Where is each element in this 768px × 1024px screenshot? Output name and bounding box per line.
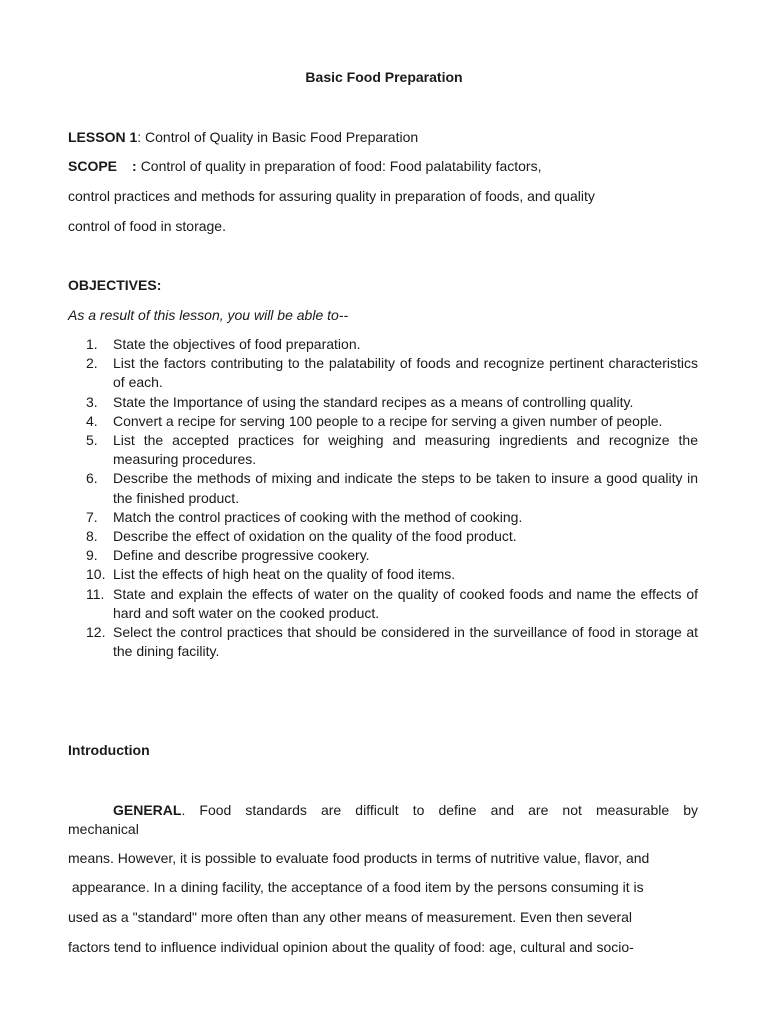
objective-number: 6. xyxy=(86,470,98,487)
objective-item-11 xyxy=(68,585,698,623)
objective-item-12 xyxy=(68,623,698,661)
general-line-1 xyxy=(68,801,698,819)
objective-number: 5. xyxy=(86,432,98,449)
scope-separator: : xyxy=(132,158,137,174)
intro-line-4: used as a "standard" more often than any other means of measurement. Even then several xyxy=(68,909,633,925)
objective-number: 2. xyxy=(86,355,98,372)
objective-item-5 xyxy=(68,431,698,469)
objective-number: 7. xyxy=(86,508,98,525)
objective-number: 1. xyxy=(86,336,98,352)
objective-text: Define and describe progressive cookery. xyxy=(113,547,370,564)
objective-text: List the effects of high heat on the quality of food items. xyxy=(113,566,456,583)
objective-number: 10. xyxy=(86,566,106,583)
objective-item-4 xyxy=(68,412,698,431)
intro-line-2: means. However, it is possible to evaluate food products in terms of nutritive value, flavor, and xyxy=(68,850,650,866)
objective-text: Convert a recipe for serving 100 people to a recipe for serving a given number of people. xyxy=(113,412,663,429)
objective-text: List the factors contributing to the palatability of foods and recognize pertinent characteristics of each. xyxy=(113,355,698,391)
objective-number: 9. xyxy=(86,547,98,564)
lesson-label: LESSON 1 xyxy=(68,129,138,145)
objective-text: Select the control practices that should be considered in the surveillance of food in storage at the dining facility. xyxy=(113,624,698,660)
objective-number: 4. xyxy=(86,412,98,429)
objective-text: Match the control practices of cooking with the method of cooking. xyxy=(113,508,523,525)
objective-text: List the accepted practices for weighing and measuring ingredients and recognize the measuring procedures. xyxy=(113,432,698,468)
objective-item-8 xyxy=(68,527,698,546)
objective-item-2 xyxy=(68,354,698,392)
intro-line-5: factors tend to influence individual opinion about the quality of food: age, cultural and socio- xyxy=(68,939,634,955)
objective-text: Describe the methods of mixing and indicate the steps to be taken to insure a good quality in the finished product. xyxy=(113,470,698,506)
objective-number: 11. xyxy=(86,585,105,602)
lesson-text: : Control of Quality in Basic Food Preparation xyxy=(137,129,419,145)
objective-text: State and explain the effects of water on the quality of cooked foods and name the effects of hard and soft water on the cooked product. xyxy=(113,585,698,621)
scope-line-2: control practices and methods for assuring quality in preparation of foods, and quality xyxy=(68,188,595,204)
intro-line-3: appearance. In a dining facility, the acceptance of a food item by the persons consuming it is xyxy=(68,879,644,895)
objective-number: 3. xyxy=(86,393,98,410)
objective-item-6 xyxy=(68,469,698,507)
objective-number: 12. xyxy=(86,624,106,641)
introduction-heading: Introduction xyxy=(68,742,150,758)
objective-item-10 xyxy=(68,565,698,584)
objective-text: Describe the effect of oxidation on the quality of the food product. xyxy=(113,528,517,545)
document-title: Basic Food Preparation xyxy=(305,69,463,85)
scope-line-1 xyxy=(68,157,541,175)
objective-text: State the Importance of using the standard recipes as a means of controlling quality. xyxy=(113,393,634,410)
objectives-intro: As a result of this lesson, you will be able to-- xyxy=(68,307,349,323)
objective-item-1 xyxy=(68,335,698,354)
scope-label: SCOPE xyxy=(68,158,118,174)
general-text: . Food standards are difficult to define and are not measurable by xyxy=(181,802,698,818)
general-line-1b: mechanical xyxy=(68,821,139,837)
objectives-list xyxy=(68,335,698,661)
general-label: GENERAL xyxy=(113,802,182,818)
objective-item-9 xyxy=(68,546,698,565)
objective-number: 8. xyxy=(86,528,98,545)
objective-text: State the objectives of food preparation. xyxy=(113,336,361,352)
objective-item-7 xyxy=(68,508,698,527)
scope-text-1: Control of quality in preparation of food: Food palatability factors, xyxy=(140,158,542,174)
objectives-heading: OBJECTIVES: xyxy=(68,277,162,293)
objective-item-3 xyxy=(68,393,698,412)
scope-line-3: control of food in storage. xyxy=(68,218,226,234)
lesson-line xyxy=(68,128,418,146)
